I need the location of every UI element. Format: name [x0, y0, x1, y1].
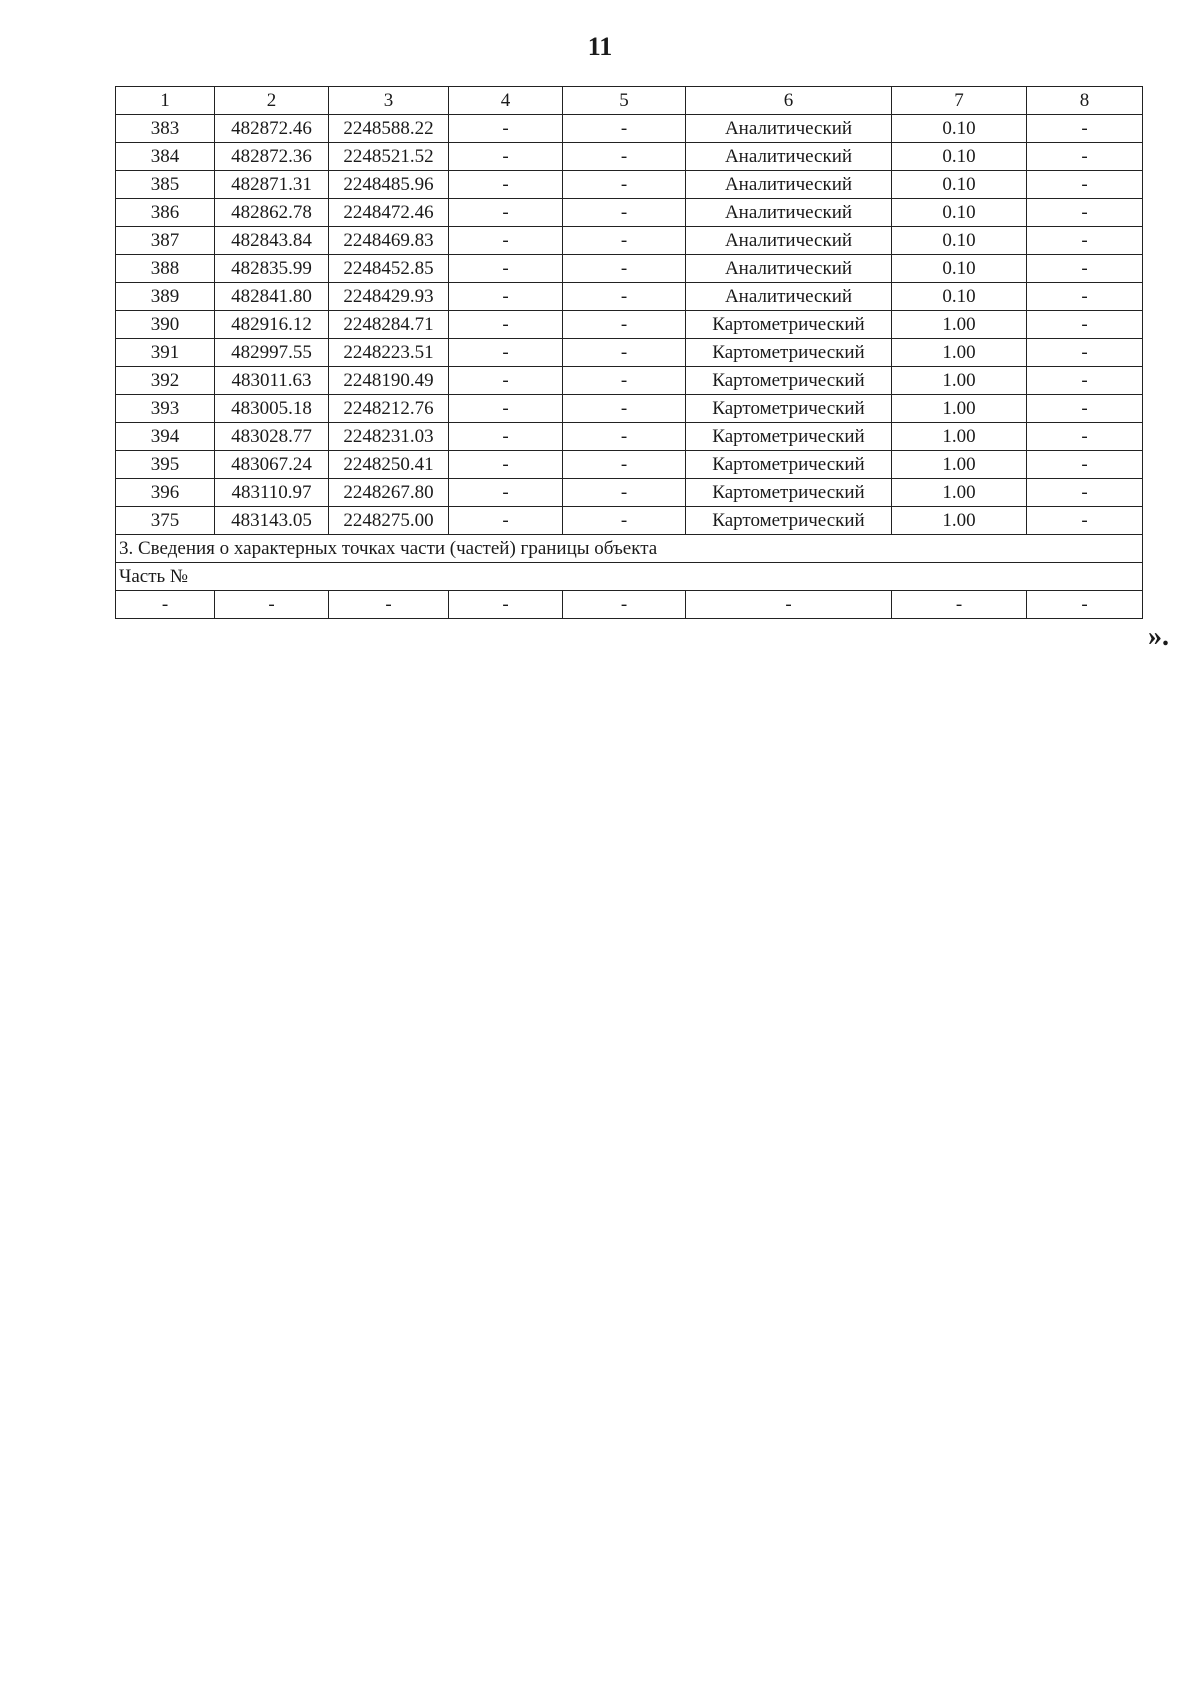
- table-cell: -: [449, 143, 563, 171]
- table-cell: -: [563, 507, 686, 535]
- table-row: [116, 143, 1143, 171]
- table-cell: 2248231.03: [329, 423, 449, 451]
- table-cell: 2248190.49: [329, 367, 449, 395]
- table-cell: -: [449, 479, 563, 507]
- table-cell: -: [449, 255, 563, 283]
- table-cell: -: [449, 591, 563, 619]
- table-cell: -: [1027, 283, 1143, 311]
- table-cell: -: [1027, 339, 1143, 367]
- table-cell: 482871.31: [215, 171, 329, 199]
- table-cell: -: [563, 591, 686, 619]
- table-header-row: [116, 87, 1143, 115]
- table-cell: 0.10: [892, 115, 1027, 143]
- table-cell: Картометрический: [686, 339, 892, 367]
- table-cell: 1.00: [892, 451, 1027, 479]
- table-cell: -: [1027, 255, 1143, 283]
- table-cell: -: [892, 591, 1027, 619]
- table-cell: Аналитический: [686, 199, 892, 227]
- table-cell: Аналитический: [686, 227, 892, 255]
- table-cell: -: [563, 171, 686, 199]
- table-cell: 7: [892, 87, 1027, 115]
- table-cell: 0.10: [892, 255, 1027, 283]
- closing-quote-mark: ».: [1148, 621, 1169, 652]
- table-cell: -: [1027, 423, 1143, 451]
- table-cell: -: [1027, 591, 1143, 619]
- table-cell: 0.10: [892, 143, 1027, 171]
- table-cell: 1: [116, 87, 215, 115]
- table-body: [116, 87, 1143, 619]
- table-cell: 483005.18: [215, 395, 329, 423]
- table-cell: 393: [116, 395, 215, 423]
- table-cell: -: [215, 591, 329, 619]
- table-cell: -: [563, 423, 686, 451]
- table-cell: Аналитический: [686, 143, 892, 171]
- table-cell: Картометрический: [686, 311, 892, 339]
- table-cell: Аналитический: [686, 255, 892, 283]
- table-cell: Аналитический: [686, 115, 892, 143]
- table-cell: 482997.55: [215, 339, 329, 367]
- table-cell: 6: [686, 87, 892, 115]
- table-cell: 3: [329, 87, 449, 115]
- table-cell: 389: [116, 283, 215, 311]
- section-title-row: [116, 535, 1143, 563]
- table-cell: -: [1027, 395, 1143, 423]
- table-row: [116, 367, 1143, 395]
- table-row: [116, 479, 1143, 507]
- table-cell: -: [1027, 507, 1143, 535]
- table-cell: 1.00: [892, 479, 1027, 507]
- table-cell: 482862.78: [215, 199, 329, 227]
- table-cell: 0.10: [892, 199, 1027, 227]
- table-cell: -: [563, 227, 686, 255]
- table-row: [116, 423, 1143, 451]
- table-cell: Картометрический: [686, 367, 892, 395]
- table-cell: 482916.12: [215, 311, 329, 339]
- table-row: [116, 199, 1143, 227]
- table-row: [116, 255, 1143, 283]
- table-cell: 482843.84: [215, 227, 329, 255]
- table-cell: -: [563, 255, 686, 283]
- table-cell: -: [1027, 115, 1143, 143]
- table-cell: Картометрический: [686, 451, 892, 479]
- table-cell: 0.10: [892, 283, 1027, 311]
- table-row: [116, 227, 1143, 255]
- table-cell: 1.00: [892, 395, 1027, 423]
- table-cell: 384: [116, 143, 215, 171]
- table-cell: -: [449, 311, 563, 339]
- table-cell: 375: [116, 507, 215, 535]
- table-cell: 4: [449, 87, 563, 115]
- table-cell: -: [449, 507, 563, 535]
- table-cell: 394: [116, 423, 215, 451]
- table-cell: 482835.99: [215, 255, 329, 283]
- table-cell: -: [449, 227, 563, 255]
- table-cell: Аналитический: [686, 283, 892, 311]
- table-cell: -: [1027, 227, 1143, 255]
- table-cell: -: [563, 311, 686, 339]
- table-cell: -: [563, 451, 686, 479]
- table-cell: 483110.97: [215, 479, 329, 507]
- table-cell: 2248521.52: [329, 143, 449, 171]
- table-cell: 2248284.71: [329, 311, 449, 339]
- table-cell: -: [563, 283, 686, 311]
- table-cell: -: [563, 367, 686, 395]
- table-cell: 2248212.76: [329, 395, 449, 423]
- table-cell: 2248472.46: [329, 199, 449, 227]
- table-cell: Картометрический: [686, 423, 892, 451]
- table-cell: 1.00: [892, 507, 1027, 535]
- page-number: 11: [587, 32, 613, 61]
- table-row: [116, 311, 1143, 339]
- table-cell: 390: [116, 311, 215, 339]
- table-cell: 2248588.22: [329, 115, 449, 143]
- table-cell: 396: [116, 479, 215, 507]
- table-cell: 392: [116, 367, 215, 395]
- table-cell: 386: [116, 199, 215, 227]
- table-cell: 1.00: [892, 367, 1027, 395]
- table-cell: -: [449, 199, 563, 227]
- table-cell: Аналитический: [686, 171, 892, 199]
- table-cell: -: [449, 283, 563, 311]
- part-label-row: [116, 563, 1143, 591]
- empty-part-row: [116, 591, 1143, 619]
- table-cell: Картометрический: [686, 507, 892, 535]
- table-cell: 2: [215, 87, 329, 115]
- table-cell: -: [563, 199, 686, 227]
- boundary-points-table: [115, 86, 1143, 619]
- table-cell: Картометрический: [686, 395, 892, 423]
- table-cell: 1.00: [892, 311, 1027, 339]
- table-cell: -: [449, 423, 563, 451]
- table-cell: 0.10: [892, 227, 1027, 255]
- table-cell: -: [1027, 479, 1143, 507]
- table-cell: -: [1027, 451, 1143, 479]
- table-cell: -: [1027, 311, 1143, 339]
- table-cell: -: [449, 339, 563, 367]
- table-cell: -: [329, 591, 449, 619]
- table-cell: 2248452.85: [329, 255, 449, 283]
- table-row: [116, 451, 1143, 479]
- table-cell: 482872.46: [215, 115, 329, 143]
- table-cell: -: [1027, 143, 1143, 171]
- table-row: [116, 171, 1143, 199]
- table-cell: 391: [116, 339, 215, 367]
- table-cell: 1.00: [892, 423, 1027, 451]
- table-cell: -: [686, 591, 892, 619]
- table-row: [116, 395, 1143, 423]
- table-cell: 5: [563, 87, 686, 115]
- table-cell: 483067.24: [215, 451, 329, 479]
- table-cell: -: [563, 115, 686, 143]
- table-cell: -: [449, 115, 563, 143]
- table-cell: -: [449, 451, 563, 479]
- table-cell: -: [449, 367, 563, 395]
- table-cell: 483011.63: [215, 367, 329, 395]
- table-cell: 482841.80: [215, 283, 329, 311]
- section-title-row-text: 3. Сведения о характерных точках части (частей) границы объекта: [116, 535, 1143, 563]
- table-cell: 2248469.83: [329, 227, 449, 255]
- part-label-row-text: Часть №: [116, 563, 1143, 591]
- table-cell: 395: [116, 451, 215, 479]
- table-cell: 2248485.96: [329, 171, 449, 199]
- table-row: [116, 507, 1143, 535]
- table-cell: 483143.05: [215, 507, 329, 535]
- table-cell: 8: [1027, 87, 1143, 115]
- table-cell: -: [1027, 199, 1143, 227]
- table-cell: -: [563, 143, 686, 171]
- table-cell: -: [1027, 171, 1143, 199]
- table-row: [116, 115, 1143, 143]
- table-cell: 2248250.41: [329, 451, 449, 479]
- table-cell: 387: [116, 227, 215, 255]
- table-cell: -: [449, 171, 563, 199]
- table-cell: 1.00: [892, 339, 1027, 367]
- table-cell: 2248429.93: [329, 283, 449, 311]
- table-cell: -: [116, 591, 215, 619]
- table-cell: -: [563, 339, 686, 367]
- table-cell: 388: [116, 255, 215, 283]
- table-cell: -: [449, 395, 563, 423]
- table-cell: 482872.36: [215, 143, 329, 171]
- table-cell: 483028.77: [215, 423, 329, 451]
- table-cell: Картометрический: [686, 479, 892, 507]
- table-cell: 0.10: [892, 171, 1027, 199]
- table-row: [116, 339, 1143, 367]
- table-cell: 2248267.80: [329, 479, 449, 507]
- table-cell: -: [563, 395, 686, 423]
- table-cell: -: [563, 479, 686, 507]
- table-cell: 383: [116, 115, 215, 143]
- table-cell: -: [1027, 367, 1143, 395]
- table-cell: 2248223.51: [329, 339, 449, 367]
- table-cell: 2248275.00: [329, 507, 449, 535]
- table-row: [116, 283, 1143, 311]
- table-cell: 385: [116, 171, 215, 199]
